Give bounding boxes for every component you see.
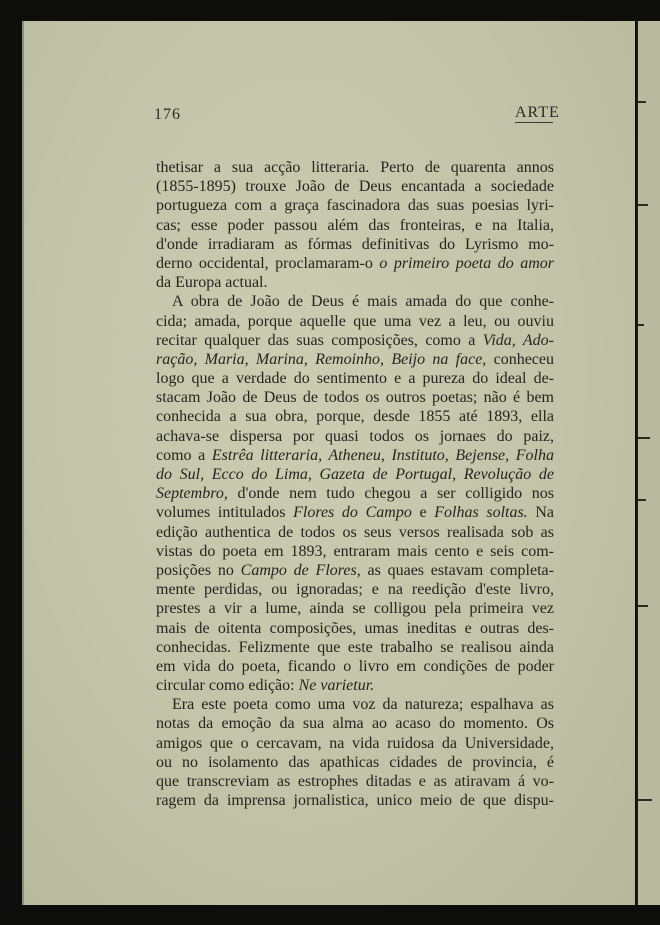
italic-text: Estrêa litteraria, Atheneu, Instituto, Bejense, Folha [211, 446, 554, 464]
text-segment: da Europa actual. [156, 274, 268, 292]
text-segment: recitar qualquer das suas composições, como a [156, 331, 483, 349]
text-line [156, 772, 554, 791]
text-segment: e [411, 504, 435, 522]
text-segment: ragem da imprensa jornalistica, unico meio de que dispu- [156, 792, 554, 810]
running-title-underline [515, 122, 553, 123]
text-segment: Na [527, 504, 554, 522]
text-segment: mais de oitenta composições, umas ineditas e outras des- [156, 619, 554, 637]
italic-text: o primeiro poeta do amor [379, 254, 554, 272]
text-segment: portugueza com a graça fascinadora das suas poesias lyri- [156, 197, 554, 215]
text-segment: conhecida a sua obra, porque, desde 1855 até 1893, ella [156, 408, 554, 426]
text-line [156, 580, 554, 599]
text-segment: Era este poeta como uma voz da natureza; espalhava as [172, 696, 554, 714]
text-line [156, 369, 554, 388]
text-line [156, 177, 554, 196]
text-line [156, 791, 554, 810]
text-segment: cida; amada, porque aquelle que uma vez a leu, ou ouviu [156, 312, 554, 330]
text-line [156, 465, 554, 484]
body-text [156, 158, 554, 810]
italic-text: Folhas soltas. [434, 504, 528, 522]
italic-text: Campo de Flores, [240, 561, 361, 579]
text-segment: thetisar a sua acção litteraria. Perto de quarenta annos [156, 159, 554, 176]
text-line [156, 561, 554, 580]
text-segment: conhecidas. Felizmente que este trabalho se realisou ainda [156, 638, 554, 656]
text-segment: d'onde nem tudo chegou a ser colligido nos [227, 485, 554, 503]
text-line [156, 542, 554, 561]
text-segment: achava-se dispersa por quasi todos os jornaes do paiz, [156, 427, 554, 445]
text-line [156, 619, 554, 638]
text-line [156, 427, 554, 446]
text-segment: conheceu [486, 350, 554, 368]
text-segment: stacam João de Deus de todos os outros poetas; não é bem [156, 389, 554, 407]
text-segment: cas; esse poder passou além das fronteiras, e na Italia, [156, 216, 554, 234]
text-line [156, 407, 554, 426]
text-segment: vistas do poeta em 1893, entraram mais cento e seis com- [156, 542, 554, 560]
page-number: 176 [154, 106, 181, 123]
text-line [156, 273, 554, 292]
text-line [156, 714, 554, 733]
text-segment: volumes intitulados [156, 504, 294, 522]
text-segment: que transcreviam as estrophes ditadas e as atiravam á vo- [156, 773, 554, 790]
text-segment: edição authentica de todos os seus versos realisada sob as [156, 523, 554, 541]
text-segment: mente perdidas, ou ignoradas; e na reedição d'este livro, [156, 581, 554, 599]
text-line [156, 695, 554, 714]
text-segment: posições no [156, 561, 241, 579]
italic-text: ração, Maria, Marina, Remoinho, Beijo na face, [156, 350, 487, 368]
text-segment: como a [156, 446, 212, 464]
text-line [156, 158, 554, 177]
adjacent-page-edge [636, 21, 660, 905]
text-segment: as quaes estavam completa- [360, 561, 554, 579]
text-segment: ou no isolamento das apathicas cidades de provincia, é [156, 753, 554, 771]
text-segment: prestes a vir a lume, ainda se colligou pela primeira vez [156, 600, 554, 618]
text-segment: derno occidental, proclamaram-o [156, 254, 380, 272]
text-segment: (1855-1895) trouxe João de Deus encantada a sociedade [156, 178, 554, 196]
text-line [156, 196, 554, 215]
text-line [156, 292, 554, 311]
text-line [156, 503, 554, 522]
text-segment: d'onde irradiaram as fórmas definitivas do Lyrismo mo- [156, 235, 554, 253]
text-segment: logo que a verdade do sentimento e a pureza do ideal de- [156, 370, 554, 388]
text-line [156, 676, 554, 695]
text-line [156, 254, 554, 273]
text-segment: notas da emoção da sua alma ao acaso do momento. Os [156, 715, 554, 733]
text-line [156, 657, 554, 676]
text-segment: circular como edição: [156, 677, 299, 695]
italic-text: Ne varietur. [298, 677, 375, 695]
text-line [156, 388, 554, 407]
text-line [156, 312, 554, 331]
text-line [156, 484, 554, 503]
text-line [156, 331, 554, 350]
text-line [156, 638, 554, 657]
text-line [156, 753, 554, 772]
text-line [156, 350, 554, 369]
text-line [156, 523, 554, 542]
text-segment: em vida do poeta, ficando o livro em condições de poder [156, 657, 554, 675]
running-title: ARTE [515, 104, 560, 121]
text-segment: amigos que o cercavam, na vida ruidosa da Universidade, [156, 734, 554, 752]
text-line [156, 235, 554, 254]
text-line [156, 734, 554, 753]
italic-text: Septembro, [156, 485, 228, 503]
italic-text: Vida, Ado- [482, 331, 555, 349]
text-segment: A obra de João de Deus é mais amada do que conhe- [172, 293, 554, 311]
text-line [156, 599, 554, 618]
text-line [156, 446, 554, 465]
italic-text: Flores do Campo [293, 504, 412, 522]
text-line [156, 216, 554, 235]
italic-text: do Sul, Ecco do Lima, Gazeta de Portugal, Revolução de [156, 466, 554, 483]
